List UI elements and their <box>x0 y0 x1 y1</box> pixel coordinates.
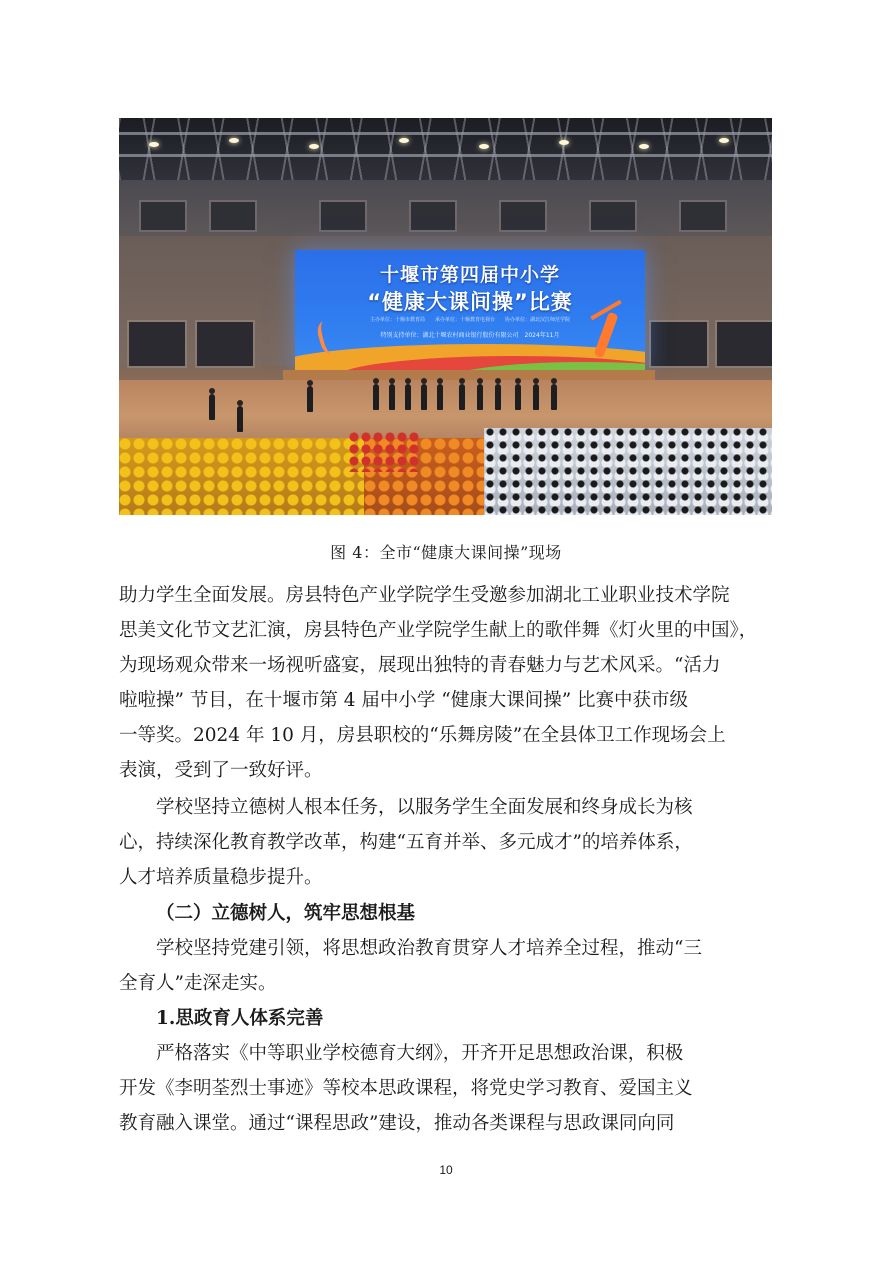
gym-balcony <box>119 180 772 240</box>
figure-caption: 图 4：全市“健康大课间操”现场 <box>330 543 562 562</box>
crowd-red-group <box>349 432 419 472</box>
text-line: 人才培养质量稳步提升。 <box>119 867 323 888</box>
student-crowd <box>119 428 772 515</box>
crowd-yellow-group <box>119 438 364 515</box>
text-line: 学校坚持党建引领，将思想政治教育贯穿人才培养全过程，推动“三 <box>156 938 702 959</box>
screen-title-line2: “健康大课间操”比赛 <box>367 290 573 314</box>
text-line: 思美文化节文艺汇演，房县特色产业学院学生献上的歌伴舞《灯火里的中国》， <box>119 620 758 641</box>
screen-title-line1: 十堰市第四届中小学 <box>379 264 560 286</box>
page-number: 10 <box>439 1163 453 1177</box>
paragraph-4 <box>119 1036 772 1141</box>
screen-sponsor-date: 特别支持单位：湖北十堰农村商业银行股份有限公司 2024年11月 <box>380 332 560 339</box>
text-line: 表演，受到了一致好评。 <box>119 760 323 781</box>
event-photo <box>119 118 772 515</box>
text-line: 学校坚持立德树人根本任务，以服务学生全面发展和终身成长为核 <box>156 797 693 818</box>
text-line: 一等奖。2024 年 10 月，房县职校的“乐舞房陵”在全县体卫工作现场会上 <box>119 725 726 746</box>
text-line: 严格落实《中等职业学校德育大纲》，开齐开足思想政治课，积极 <box>156 1043 684 1064</box>
section-heading: （二）立德树人，筑牢思想根基 <box>156 903 416 924</box>
text-line: 啦啦操” 节目，在十堰市第 4 届中小学 “健康大课间操” 比赛中获市级 <box>119 690 689 711</box>
text-line: 教育融入课堂。通过“课程思政”建设，推动各类课程与思政课同向同 <box>119 1113 675 1134</box>
text-line: 开发《李明荃烈士事迹》等校本思政课程，将党史学习教育、爱国主义 <box>119 1078 693 1099</box>
paragraph-3 <box>119 931 772 1001</box>
text-line: 心，持续深化教育教学改革，构建“五育并举、多元成才”的培养体系， <box>119 832 693 853</box>
subsection-heading: 1.思政育人体系完善 <box>156 1008 324 1029</box>
paragraph-1 <box>119 578 772 788</box>
gym-roof <box>119 118 772 180</box>
text-line: 助力学生全面发展。房县特色产业学院学生受邀参加湖北工业职业技术学院 <box>119 585 730 606</box>
stage <box>283 370 655 380</box>
screen-organizers: 主办单位：十堰市教育局 承办单位：十堰教育电视台 协办单位：湖北汉江师范学院 <box>369 317 570 323</box>
paragraph-2 <box>119 790 772 895</box>
text-line: 全育人”走深走实。 <box>119 973 277 994</box>
crowd-white-group <box>484 428 772 515</box>
screen-logo-figure <box>315 318 345 357</box>
led-screen <box>295 250 645 370</box>
text-line: 为现场观众带来一场视听盛宴，展现出独特的青春魅力与艺术风采。“活力 <box>119 655 721 676</box>
